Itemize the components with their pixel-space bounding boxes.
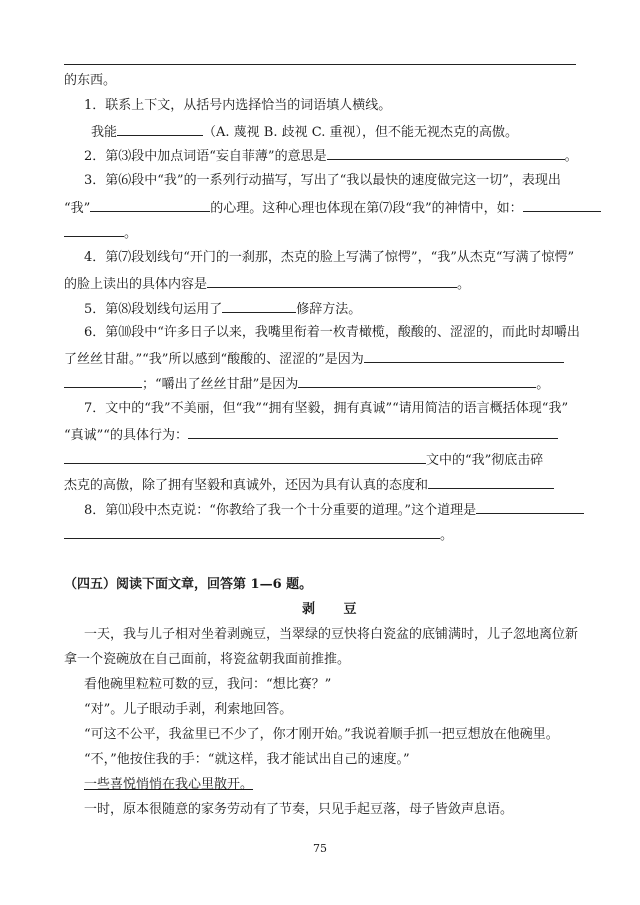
text-span: 。 (124, 226, 138, 241)
page-number: 75 (313, 842, 327, 855)
answer-blank[interactable] (222, 299, 296, 313)
question-1-options (91, 122, 518, 142)
answer-blank[interactable] (364, 349, 564, 363)
answer-blank[interactable] (327, 146, 565, 160)
answer-blank[interactable] (523, 198, 601, 212)
text-span: 的脸上读出的具体内容是 (64, 277, 208, 292)
answer-blank[interactable] (64, 223, 124, 237)
answer-blank[interactable] (207, 274, 457, 288)
text-span: 5．第⑻段划线句运用了 (84, 302, 223, 317)
question-8-line-2 (64, 525, 453, 545)
question-4-line-2 (64, 274, 470, 294)
text-span: 杰克的高傲，除了拥有坚毅和真诚外，还因为具有认真的态度和 (64, 478, 429, 493)
answer-blank[interactable] (64, 525, 440, 539)
section-heading: （四五）阅读下面文章，回答第 1—6 题。 (64, 577, 313, 592)
question-2 (84, 146, 578, 166)
paragraph-line: “对”。儿子眼动手剥，利索地回答。 (84, 702, 293, 717)
paragraph-line: “可这不公平，我盆里已不少了，你才刚开始。”我说着顺手抓一把豆想放在他碗里。 (84, 727, 559, 742)
header-rule (64, 64, 576, 65)
underlined-sentence: 一些喜悦悄悄在我心里散开。 (84, 777, 254, 792)
question-1: 1．联系上下文，从括号内选择恰当的词语填人横线。 (84, 98, 392, 113)
article-title: 剥 豆 (302, 602, 369, 617)
question-6-line-2 (64, 349, 564, 369)
text-line: 的东西。 (64, 73, 117, 88)
question-3-line-2 (64, 198, 601, 218)
text-span: （A. 蔑视 B. 歧视 C. 重视），但不能无视杰克的高傲。 (203, 125, 518, 140)
question-7-line-3 (64, 450, 543, 470)
answer-blank[interactable] (117, 122, 203, 136)
text-span: 。 (564, 149, 578, 164)
text-span: 了丝丝甘甜。”“我”所以感到“酸酸的、涩涩的”是因为 (64, 352, 364, 367)
text-span: “真诚”“的具体行为： (64, 428, 188, 443)
answer-blank[interactable] (64, 450, 426, 464)
paragraph-line: 一天，我与儿子相对坐着剥豌豆，当翠绿的豆快将白瓷盆的底铺满时，儿子忽地离位新 (84, 627, 579, 642)
paragraph-line: 拿一个瓷碗放在自己面前，将瓷盆朝我面前推推。 (64, 652, 351, 667)
question-7: 7．文中的“我”不美丽，但“我”“拥有坚毅，拥有真诚”“请用简洁的语言概括体现“我” (84, 401, 569, 416)
answer-blank[interactable] (90, 198, 210, 212)
text-span: ；“嚼出了丝丝甘甜”是因为 (142, 377, 299, 392)
text-span: 的心理。这种心理也体现在第⑺段“我”的神情中，如： (210, 201, 523, 216)
answer-blank[interactable] (64, 374, 142, 388)
question-5 (84, 299, 361, 319)
question-7-line-4 (64, 475, 554, 495)
text-span: 8．第⑾段中杰克说：“你教给了我一个十分重要的道理。”这个道理是 (84, 503, 477, 518)
paragraph-line: 看他碗里粒粒可数的豆，我问：“想比赛？” (84, 677, 332, 692)
question-6: 6．第⑽段中“许多日子以来，我嘴里衔着一枚青橄榄，酸酸的、涩涩的，而此时却嚼出 (84, 325, 580, 340)
text-span: 我能 (91, 125, 118, 140)
text-span: 。 (457, 277, 471, 292)
text-span: 文中的“我”彻底击碎 (426, 453, 544, 468)
answer-blank[interactable] (428, 475, 554, 489)
text-span: 。 (536, 377, 550, 392)
answer-blank[interactable] (188, 425, 558, 439)
text-span: 。 (440, 528, 454, 543)
question-3-line-3 (64, 223, 137, 243)
answer-blank[interactable] (476, 500, 584, 514)
question-8 (84, 500, 584, 520)
answer-blank[interactable] (298, 374, 536, 388)
text-span: 2．第⑶段中加点词语“妄自菲薄”的意思是 (84, 149, 327, 164)
text-span: “我” (64, 201, 91, 216)
question-4: 4．第⑺段划线句“开门的一刹那，杰克的脸上写满了惊愕”，“我”从杰克“写满了惊愕” (84, 250, 575, 265)
question-7-line-2 (64, 425, 558, 445)
question-3: 3．第⑹段中“我”的一系列行动描写，写出了“我以最快的速度做完这一切”，表现出 (84, 173, 561, 188)
paragraph-line: “不，”他按住我的手：“就这样，我才能试出自己的速度。” (84, 752, 410, 767)
text-span: 修辞方法。 (296, 302, 362, 317)
question-6-line-3 (64, 374, 549, 394)
paragraph-line: 一时，原本很随意的家务劳动有了节奏，只见手起豆落，母子皆敛声息语。 (84, 802, 514, 817)
